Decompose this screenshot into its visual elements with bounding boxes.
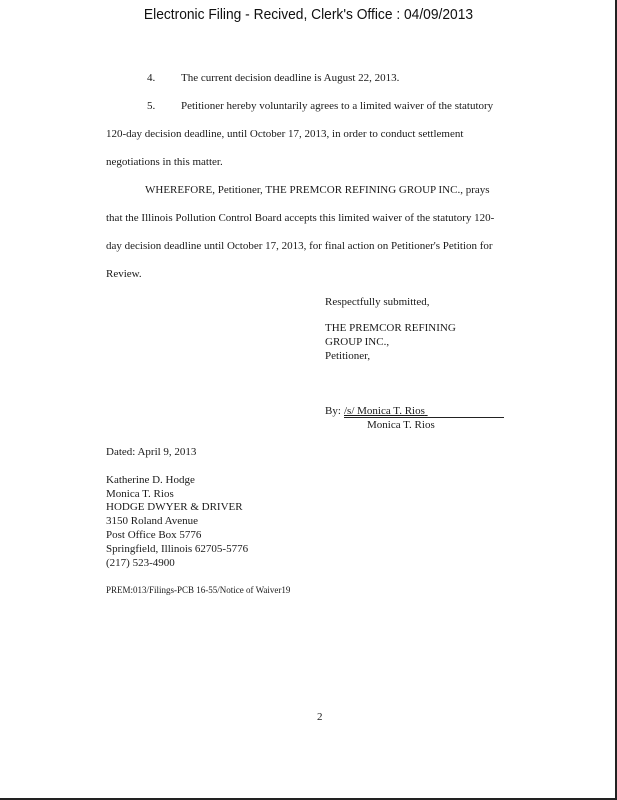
contact-line-7: (217) 523-4900 bbox=[106, 557, 175, 569]
page-number: 2 bbox=[317, 711, 323, 723]
paragraph-4-text: The current decision deadline is August 22, 2013. bbox=[181, 72, 400, 84]
wherefore-line-2: that the Illinois Pollution Control Board accepts this limited waiver of the statutory 120- bbox=[106, 212, 495, 224]
paragraph-5-line-3: negotiations in this matter. bbox=[106, 156, 223, 168]
respectfully-submitted: Respectfully submitted, bbox=[325, 296, 430, 308]
filing-stamp-header: Electronic Filing - Recived, Clerk's Office : 04/09/2013 bbox=[143, 6, 474, 23]
wherefore-line-4: Review. bbox=[106, 268, 142, 280]
contact-line-6: Springfield, Illinois 62705-5776 bbox=[106, 543, 249, 555]
paragraph-5-line-1: Petitioner hereby voluntarily agrees to a limited waiver of the statutory bbox=[181, 100, 494, 112]
signer-name: Monica T. Rios bbox=[367, 419, 435, 431]
electronic-signature: /s/ Monica T. Rios bbox=[344, 405, 425, 417]
by-label: By: bbox=[325, 405, 341, 417]
wherefore-line-1: WHEREFORE, Petitioner, THE PREMCOR REFINING GROUP INC., prays bbox=[145, 184, 490, 196]
file-reference: PREM:013/Filings-PCB 16-55/Notice of Waiver19 bbox=[106, 585, 291, 595]
signature-role: Petitioner, bbox=[325, 350, 371, 362]
wherefore-line-3: day decision deadline until October 17, 2013, for final action on Petitioner's Petition for bbox=[106, 240, 493, 252]
paragraph-4-number: 4. bbox=[147, 72, 156, 84]
paragraph-5-line-2: 120-day decision deadline, until October 17, 2013, in order to conduct settlement bbox=[106, 128, 464, 140]
contact-line-5: Post Office Box 5776 bbox=[106, 529, 202, 541]
signature-org-line-2: GROUP INC., bbox=[325, 336, 390, 348]
signature-line bbox=[344, 417, 504, 418]
paragraph-5-number: 5. bbox=[147, 100, 156, 112]
contact-line-2: Monica T. Rios bbox=[106, 488, 174, 500]
contact-line-3: HODGE DWYER & DRIVER bbox=[106, 501, 243, 513]
contact-line-1: Katherine D. Hodge bbox=[106, 474, 195, 486]
signature-org-line-1: THE PREMCOR REFINING bbox=[325, 322, 456, 334]
contact-line-4: 3150 Roland Avenue bbox=[106, 515, 199, 527]
dated-line: Dated: April 9, 2013 bbox=[106, 446, 197, 458]
